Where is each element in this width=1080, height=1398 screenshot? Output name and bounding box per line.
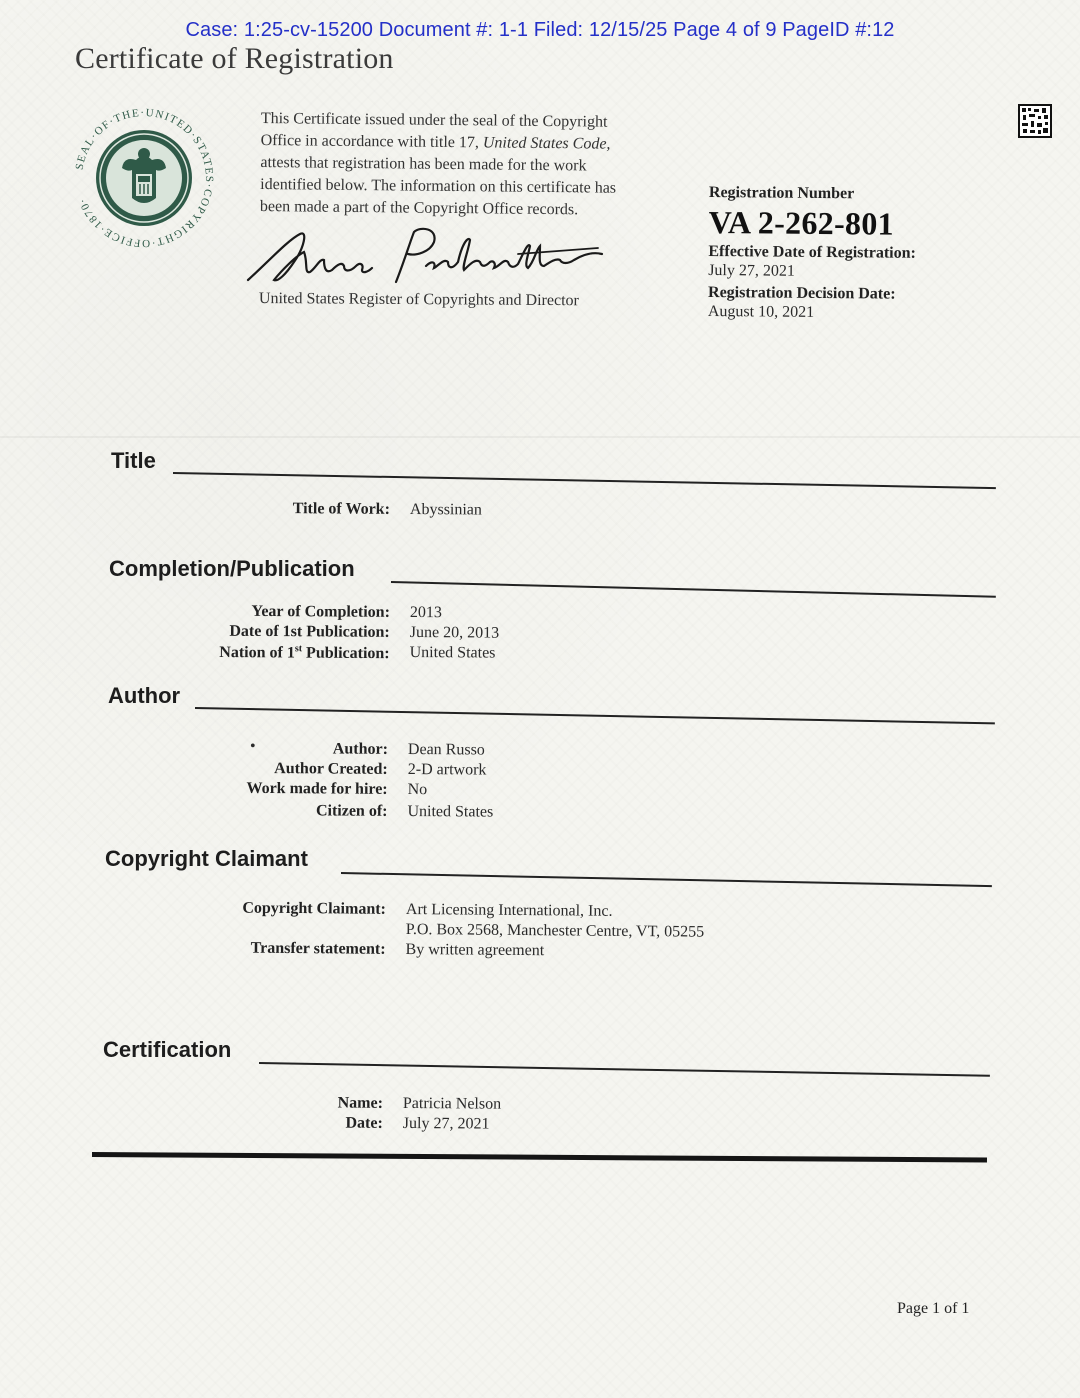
section-rule — [391, 581, 996, 598]
registration-info — [708, 184, 1029, 324]
certificate-intro-paragraph — [260, 108, 671, 222]
author-value: Dean Russo — [407, 741, 485, 759]
work-for-hire-label: Work made for hire: — [246, 779, 388, 798]
decision-date: August 10, 2021 — [707, 302, 815, 321]
copyright-office-seal-icon — [64, 98, 224, 258]
first-publication-date-value: June 20, 2013 — [409, 623, 500, 642]
section-heading-certification: Certification — [103, 1037, 232, 1062]
section-rule — [173, 472, 996, 489]
year-of-completion-label: Year of Completion: — [251, 602, 391, 621]
section-heading-title: Title — [111, 448, 156, 473]
first-publication-date-label: Date of 1st Publication: — [229, 622, 390, 641]
effective-date-label: Effective Date of Registration: — [708, 242, 916, 262]
barcode-icon — [1018, 104, 1052, 138]
author-created-value: 2-D artwork — [407, 760, 487, 779]
intro-line: identified below. The information on this certificate has — [260, 175, 617, 197]
effective-date: July 27, 2021 — [708, 261, 795, 280]
section-rule — [341, 872, 992, 887]
section-rule — [259, 1062, 990, 1077]
work-for-hire-value: No — [407, 780, 428, 799]
section-heading-author: Author — [108, 683, 181, 708]
section-heading-completion: Completion/Publication — [109, 556, 355, 581]
publication-nation-label: Nation of 1st Publication: — [219, 643, 390, 663]
closing-rule — [92, 1152, 987, 1162]
section-heading-claimant: Copyright Claimant — [105, 846, 308, 871]
intro-line: attests that registration has been made for the work — [260, 153, 587, 175]
year-of-completion-value: 2013 — [409, 604, 442, 622]
decision-date-label: Registration Decision Date: — [707, 283, 896, 303]
certification-date-value: July 27, 2021 — [402, 1114, 490, 1133]
intro-line: been made a part of the Copyright Office records. — [259, 197, 579, 219]
title-of-work-value: Abyssinian — [409, 501, 482, 519]
certifier-name-label: Name: — [337, 1094, 384, 1112]
copyright-claimant-label: Copyright Claimant: — [242, 899, 387, 918]
author-created-label: Author Created: — [274, 760, 388, 778]
register-signature — [238, 222, 608, 290]
certification-date-label: Date: — [345, 1114, 383, 1132]
author-label: Author: — [332, 740, 389, 758]
copyright-claimant-name: Art Licensing International, Inc. — [405, 901, 613, 920]
citizen-of-label: Citizen of: — [315, 802, 388, 820]
copyright-claimant-address: P.O. Box 2568, Manchester Centre, VT, 05255 — [405, 920, 705, 941]
author-fields — [246, 740, 494, 823]
registration-number-label: Registration Number — [708, 184, 855, 203]
certificate-title: Certificate of Registration — [75, 42, 394, 75]
publication-nation-value: United States — [409, 643, 496, 662]
intro-line: This Certificate issued under the seal of the Copyright — [260, 109, 608, 131]
citizen-of-value: United States — [407, 802, 494, 821]
case-header: Case: 1:25-cv-15200 Document #: 1-1 Filed: 12/15/25 Page 4 of 9 PageID #:12 — [185, 19, 895, 41]
signature-caption: United States Register of Copyrights and Director — [258, 290, 579, 310]
registration-number: VA 2-262-801 — [708, 203, 895, 242]
page-fold-line — [0, 436, 1080, 438]
page-number: Page 1 of 1 — [897, 1300, 970, 1317]
transfer-statement-value: By written agreement — [405, 940, 545, 960]
section-rule — [195, 707, 995, 724]
certifier-name-value: Patricia Nelson — [402, 1095, 502, 1113]
claimant-fields — [242, 899, 705, 961]
title-of-work-label: Title of Work: — [292, 500, 391, 518]
svg-text:SEAL·OF·THE·UNITED·STATES·COPY: SEAL·OF·THE·UNITED·STATES·COPYRIGHT·OFFICE·1870· — [73, 106, 216, 250]
intro-line: Office in accordance with title 17, United States Code, — [260, 131, 611, 153]
author-bullet: • — [250, 738, 256, 755]
transfer-statement-label: Transfer statement: — [250, 939, 386, 958]
